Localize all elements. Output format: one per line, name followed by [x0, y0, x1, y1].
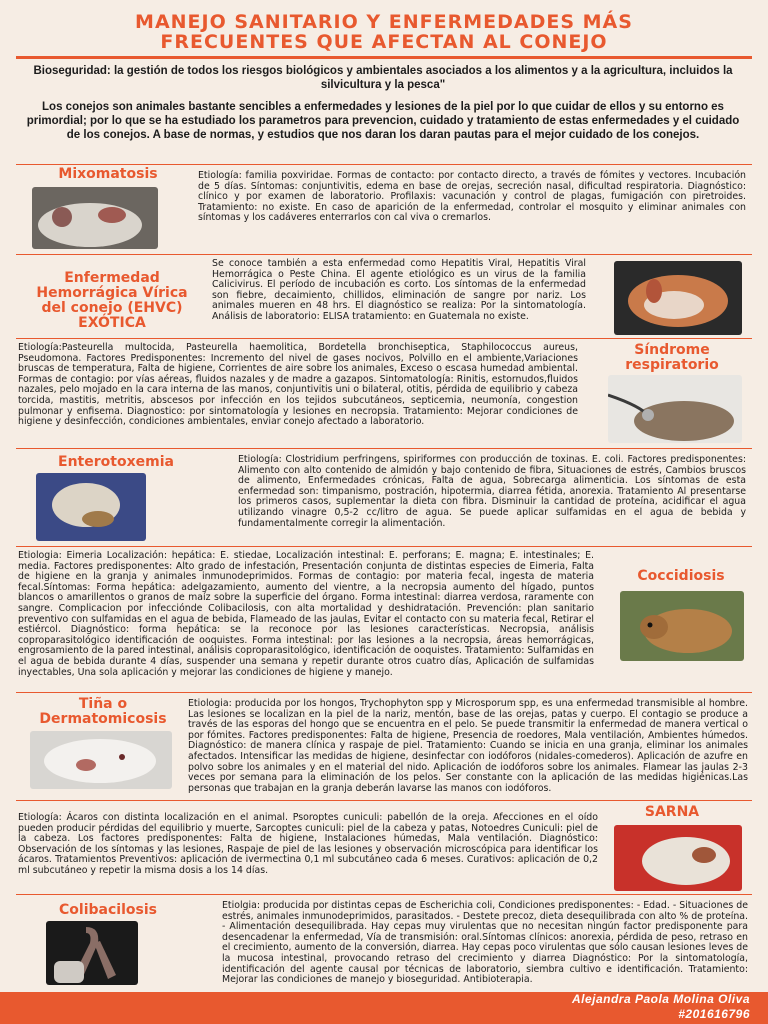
section-text-enterotoxemia: Etiología: Clostridium perfringens, spiriformes con producción de toxinas. E. coli. Factores predisponentes: Alimento con alto contenido de almidón y bajo contenido de fibra, Situaciones de estrés, Cambios bruscos de alimento, Enfermedades crónicas, Falta de agua, Sobrecarga alimenticia. Los síntomas de esta enfermedad son: timpanismo, postración, hipotermia, diarrea fétida, anorexia. Tratamiento Al presentarse los primeros casos, suplementar la dieta con fibra. Disminuir la cantidad de proteína, acidificar el agua utilizando vinagre 0,5-2 cc/litro de agua. Se puede aplicar sulfamidas en el agua de bebida y fundamentalmente corregir la alimentación.: [238, 454, 746, 529]
title-line-2: FRECUENTES QUE AFECTAN AL CONEJO: [160, 31, 608, 53]
section-colibacilosis: [16, 894, 752, 991]
section-title-sarna: SARNA: [644, 804, 700, 820]
section-title-coccidiosis: Coccidiosis: [637, 568, 725, 584]
section-tina: [16, 692, 752, 799]
intro-paragraph: Los conejos son animales bastante sencibles a enfermedades y lesiones de la piel por lo que cuidar de ellos y su entorno es primordial; por lo que se ha estudiado los parametros para prevencion, cuidado y tratamiento de estas enfermedades y el cuidado de los conejos. A base de normas, y estudios que nos daran los daran pautas para el mejor cuidado de los conejos.: [26, 101, 740, 141]
rabbit-photo-enterotoxemia: [36, 473, 146, 541]
section-title-ehvc: Enfermedad Hemorrágica Vírica del conejo (EHVC) EXÓTICA: [36, 270, 188, 331]
section-text-colibacilosis: Etiolgia: producida por distintas cepas de Escherichia coli, Condiciones predisponentes: - Edad. - Situaciones de estrés, animales inmunodeprimidos, parasitados. - Destete precoz, dieta desequilibrada con alto % de proteína. - Alimentación desequilibrada. Hay cepas muy virulentas que no necesitan ningún factor predisponente para desencadenar la enfermedad, Vía de transmisión: oral.Síntomas clínicos: anorexia, pérdida de peso, retraso en el crecimiento, aumento de la conversión, diarrea. Hay cepas poco virulentas que sólo causan lesiones leves de la mucosa intestinal, provocando retraso del crecimiento y diarrea Diagnóstico: Por la sintomatología, identificación del agente causal por técnicas de laboratorio, siembra cultivo e identificación. Tratamiento: Mejorar las condiciones de manejo y bioseguridad. Antibioterapia.: [222, 900, 749, 986]
section-title-mixomatosis: Mixomatosis: [58, 166, 158, 182]
rabbit-photo-tina: [30, 731, 172, 789]
section-text-mixomatosis: Etiología: familia poxviridae. Formas de contacto: por contacto directo, a través de fómites y vectores. Incubación de 5 días. Síntomas: conjuntivitis, edema en base de orejas, secreción nasal, dificultad respiratoria. Diagnóstico: clínico y por examen de laboratorio. Profilaxis: vacunación y control de plagas, fumigación con piretroides. Tratamiento: no existe. En caso de aparición de la enfermedad, controlar el mosquito y eliminar animales con síntomas y los cadáveres enterrarlos con cal viva o cremarlos.: [198, 170, 746, 224]
section-enterotoxemia: [16, 448, 752, 545]
section-coccidiosis: [16, 546, 752, 691]
page-title: [16, 12, 752, 52]
section-title-colibacilosis: Colibacilosis: [59, 902, 157, 918]
intro: [22, 64, 744, 150]
title-line-1: MANEJO SANITARIO Y ENFERMEDADES MÁS: [135, 11, 633, 33]
section-text-coccidiosis: Etiologia: Eimeria Localización: hepática: E. stiedae, Localización intestinal: E. perforans; E. magna; E. intestinales; E. media. Factores predisponentes: Alto grado de infestación, Presentación conjunta de distintas especies de Eimeria, Falta de higiene en la granja y animales inmunodeprimidos. Formas de contagio: por materia fecal, ingesta de materia fecal.Síntomas: Forma hepática: adelgazamiento, aumento del vientre, a la necropsia aumento del hígado, puntos blancos o amarillentos o granos de maíz sobre la superficie del órgano. Forma intestinal: diarrea verdosa, raramente con sangre. Complicacion por infecciónde Colibacilosis, con alta mortalidad y deshidratación. Prevención: plan sanitario preventivo con sulfamidas en el agua de bebida, Flameado de las jaulas, Evitar el contacto con su materia fecal, Retirar el estiércol. Diagnóstico: forma hepática: se la reconoce por las lesiones características. Necropsia, análisis coproparasitológico identificación de ooquistes. Forma intestinal: por las lesiones a la necropsia, áreas hemorrágicas, engrosamiento de la pared intestinal, análisis coproparasitológico, identificación de ooquistes. Tratamiento: Sulfamidas en el agua de bebida durante 4 días, suspender una semana y repetir durante otros cuatro días, Aplicación de sulfamidas inyectables, Una sola aplicación y mejorar las condiciones de higiene y manejo.: [18, 550, 594, 678]
biosecurity-definition: Bioseguridad: la gestión de todos los riesgos biológicos y ambientales asociados a los alimentos y a la agricultura, incluidos la silvicultura y la pesca": [33, 65, 733, 91]
rabbit-photo-coccidiosis: [620, 591, 744, 661]
section-sarna: [16, 800, 752, 893]
section-respiratorio: [16, 338, 752, 447]
header: [16, 12, 752, 59]
author-name: Alejandra Paola Molina Oliva: [571, 992, 750, 1006]
rabbit-photo-mixomatosis: [32, 187, 158, 249]
section-title-respiratorio: Síndrome respiratorio: [625, 342, 719, 373]
rabbit-photo-respiratorio: [608, 375, 742, 443]
section-text-tina: Etiologia: producida por los hongos, Trychophyton spp y Microsporum spp, es una enfermedad transmisible al hombre. Las lesiones se localizan en la piel de la nariz, mentón, base de las orejas, patas y cuerpo. El contagio se produce a través de las esporas del hongo que se encuentra en el pelo. Se puede transmitir la enfermedad de manera vertical o por fómites. Factores predisponentes: Falta de higiene, Presencia de roedores, Mala ventilación, Ambientes húmedos. Diagnóstico: de manera clínica y raspaje de piel. Tratamiento: Cuando se inicia en una granja, eliminar los animales afectados. Intensificar las medidas de higiene, desinfectar con iodóforos (nidales-comederos). Aplicación de azufre en polvo sobre los animales y en el material del nido. Aplicación de iodóforos sobre los animales. Flamear las jaulas 2-3 veces por semana para la eliminación de los pelos. Ser constante con la aplicación de las medidas higiénicas.Las personas que trabajan en la granja deberán lavarse las manos con iodóforos.: [188, 698, 748, 794]
footer: [0, 992, 768, 1024]
section-title-tina: Tiña o Dermatomicosis: [39, 696, 167, 727]
section-ehvc: [16, 254, 752, 339]
section-mixomatosis: [16, 164, 752, 251]
section-text-ehvc: Se conoce también a esta enfermedad como Hepatitis Viral, Hepatitis Viral Hemorrágica o Peste China. El agente etiológico es un virus de la familia Calicivirus. El período de incubación es corto. Los síntomas de la enfermedad son fiebre, decaimiento, chillidos, eliminación de sangre por nariz. Los animales mueren en 48 hrs. El diagnóstico se realiza: Por la sintomatología. Análisis de laboratorio: ELISA tratamiento: en Guatemala no existe.: [212, 258, 586, 322]
rabbit-photo-sarna: [614, 825, 742, 891]
rabbit-photo-ehvc: [614, 261, 742, 335]
student-id: #201616796: [678, 1007, 750, 1021]
section-text-respiratorio: Etiología:Pasteurella multocida, Pasteurella haemolitica, Bordetella bronchiseptica, Staphilococcus aureus, Pseudomona. Factores Predisponentes: Incremento del nivel de gases nocivos, Polvillo en el ambiente,Variaciones bruscas de temperatura, Falta de higiene, Corrientes de aire sobre los animales, Exceso o escasa humedad ambiental. Formas de contagio: por vías aéreas, fluidos nazales y de madre a gazapos. Sintomatología: Rinitis, estornudos,fluidos nazales, pelo mojado en la cara interna de las manos, conjuntivitis uni o bilateral, otitis, pérdida de equilibrio y cabeza torcida, mastitis, metritis, abscesos por infección en los tejidos subcutáneos, septicemia, neumonía, congestion pulmonar y enfisema. Diagnostico: por sintomatología y lesiones en necropsia. Tratamiento: Mejorar condiciones de higiene y desinfección, condiciones ambientales, enviar conejo afectado a laboratorio.: [18, 342, 578, 428]
ribbon-photo-colibacilosis: [46, 921, 138, 985]
section-text-sarna: Etiología: Ácaros con distinta localización en el animal. Psoroptes cuniculi: pabellón de la oreja. Afecciones en el oído pueden producir pérdidas del equilibrio y muerte, Sarcoptes cuniculi: piel de la cabeza y patas, Notoedres Cuniculi: piel de la cabeza. Los factores predisponentes: Falta de higiene, Instalaciones húmedas, Mala ventilación. Diagnóstico: Observación de los síntomas y las lesiones, Raspaje de piel de las lesiones y observación microscópica para identificar los ácaros. Tratamientos Preventivos: aplicación de ivermectina 0,1 ml subcutáneo cada 6 meses. Curativos: aplicación de 0,2 ml subcutáneo y repetir la misma dosis a los 14 días.: [18, 812, 598, 876]
section-title-enterotoxemia: Enterotoxemia: [58, 454, 174, 470]
author-block: [572, 992, 750, 1022]
